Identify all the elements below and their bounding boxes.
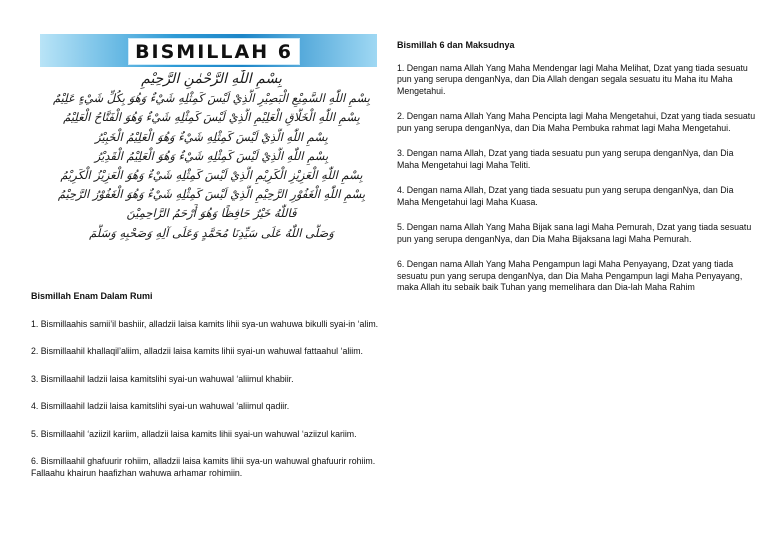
rumi-item: 1. Bismillaahis samii’il bashiir, alladzii laisa kamits lihii sya-un wahuwa bikulli syai-in ‘alim.: [31, 318, 379, 329]
rumi-section: [31, 291, 381, 495]
meaning-section: [397, 40, 757, 308]
page-title: BISMILLAH 6: [135, 40, 293, 63]
rumi-item: 6. Bismillaahil ghafuurir rohiim, alladzii laisa kamits lihii sya-un wahuwal ghafuurir rohiim. Fallaahu khairun haafizhan wahuwa arhamar rohimiin.: [31, 456, 376, 478]
title-banner: [40, 34, 377, 67]
arabic-text-block: [44, 70, 379, 282]
meaning-item: 5. Dengan nama Allah Yang Maha Bijak sana lagi Maha Pemurah, Dzat yang tiada sesuatu pun yang serupa denganNya, dan Dia Maha Bijaksana lagi Maha Pemurah.: [397, 222, 752, 244]
arabic-line: وَصَلَّى اللّٰهُ عَلَى سَيِّدِنَا مُحَمَّدٍ وَعَلَى آلِهِ وَصَحْبِهِ وَسَلَّمَ: [89, 225, 334, 240]
meaning-item: 6. Dengan nama Allah Yang Maha Pengampun lagi Maha Penyayang, Dzat yang tiada sesuatu pun yang serupa denganNya, dan Dia Maha Pengampun lagi Maha Penyayang, maka Allah itu sebaik baik Tuhan yang memelihara dan Dia-lah Maha Rahim: [397, 259, 743, 292]
arabic-line: بِسْمِ اللّٰهِ الْعَزِيْزِ الْكَرِيْمِ الَّذِيْ لَيْسَ كَمِثْلِهِ شَيْءٌ وَهُوَ الْعَزِيْزُ الْكَرِيْمُ: [60, 167, 363, 182]
arabic-line: بِسْمِ اللّٰهِ الَّذِيْ لَيْسَ كَمِثْلِهِ شَيْءٌ وَهُوَ الْعَلِيْمُ الْقَدِيْرُ: [94, 148, 329, 163]
arabic-line: بِسْمِ اللّٰهِ الَّذِيْ لَيْسَ كَمِثْلِهِ شَيْءٌ وَهُوَ الْعَلِيْمُ الْخَبِيْرُ: [95, 129, 328, 144]
arabic-line: فَاللّٰهُ خَيْرٌ حَافِظًا وَهُوَ أَرْحَمُ الرَّاحِمِيْنَ: [126, 206, 297, 221]
meaning-item: 2. Dengan nama Allah Yang Maha Pencipta lagi Maha Mengetahui, Dzat yang tiada sesuatu pun yang serupa denganNya, dan Dia Maha Pembuka rahmat lagi Maha Mengetahui.: [397, 111, 756, 133]
arabic-line: بِسْمِ اللّٰهِ الرَّحْمٰنِ الرَّحِيْمِ: [141, 71, 282, 87]
rumi-section-title: Bismillah Enam Dalam Rumi: [31, 291, 153, 301]
meaning-section-title: Bismillah 6 dan Maksudnya: [397, 40, 515, 50]
meaning-item: 3. Dengan nama Allah, Dzat yang tiada sesuatu pun yang serupa denganNya, dan Dia Maha Mengetahui lagi Maha Teliti.: [397, 148, 734, 170]
arabic-line: بِسْمِ اللّٰهِ السَّمِيْعِ الْبَصِيْرِ الَّذِيْ لَيْسَ كَمِثْلِهِ شَيْءٌ وَهُوَ بِكُلِّ شَيْءٍ عَلِيْمٌ: [53, 91, 370, 106]
rumi-item: 2. Bismillaahil khallaqil’aliim, alladzii laisa kamits lihii syai-un wahuwal fattaahul ‘aliim.: [31, 346, 363, 356]
arabic-line: بِسْمِ اللّٰهِ الْغَفُوْرِ الرَّحِيْمِ الَّذِيْ لَيْسَ كَمِثْلِهِ شَيْءٌ وَهُوَ الْغَفُوْرُ الرَّحِيْمُ: [57, 187, 366, 202]
rumi-item: 4. Bismillaahil ladzii laisa kamitslihi syai-un wahuwal ‘aliimul qadiir.: [31, 401, 290, 411]
meaning-item: 4. Dengan nama Allah, Dzat yang tiada sesuatu pun yang serupa denganNya, dan Dia Maha Mengetahui lagi Maha Kuasa.: [397, 185, 734, 207]
meaning-item: 1. Dengan nama Allah Yang Maha Mendengar lagi Maha Melihat, Dzat yang tiada sesuatu pun yang serupa denganNya, dan Dia Allah dengan segala sesuatu itu Maha itu Maha Mengetahui.: [397, 62, 748, 96]
arabic-line: بِسْمِ اللّٰهِ الْخَلَّاقِ الْعَلِيْمِ الَّذِيْ لَيْسَ كَمِثْلِهِ شَيْءٌ وَهُوَ الْفَتَّاحُ الْعَلِيْمُ: [63, 110, 360, 125]
title-box: [128, 38, 300, 65]
rumi-item: 5. Bismillaahil ‘aziizil kariim, alladzii laisa kamits lihii syai-un wahuwal ‘aziizul kariim.: [31, 428, 357, 439]
rumi-item: 3. Bismillaahil ladzii laisa kamitslihi syai-un wahuwal ‘aliimul khabiir.: [31, 373, 294, 384]
